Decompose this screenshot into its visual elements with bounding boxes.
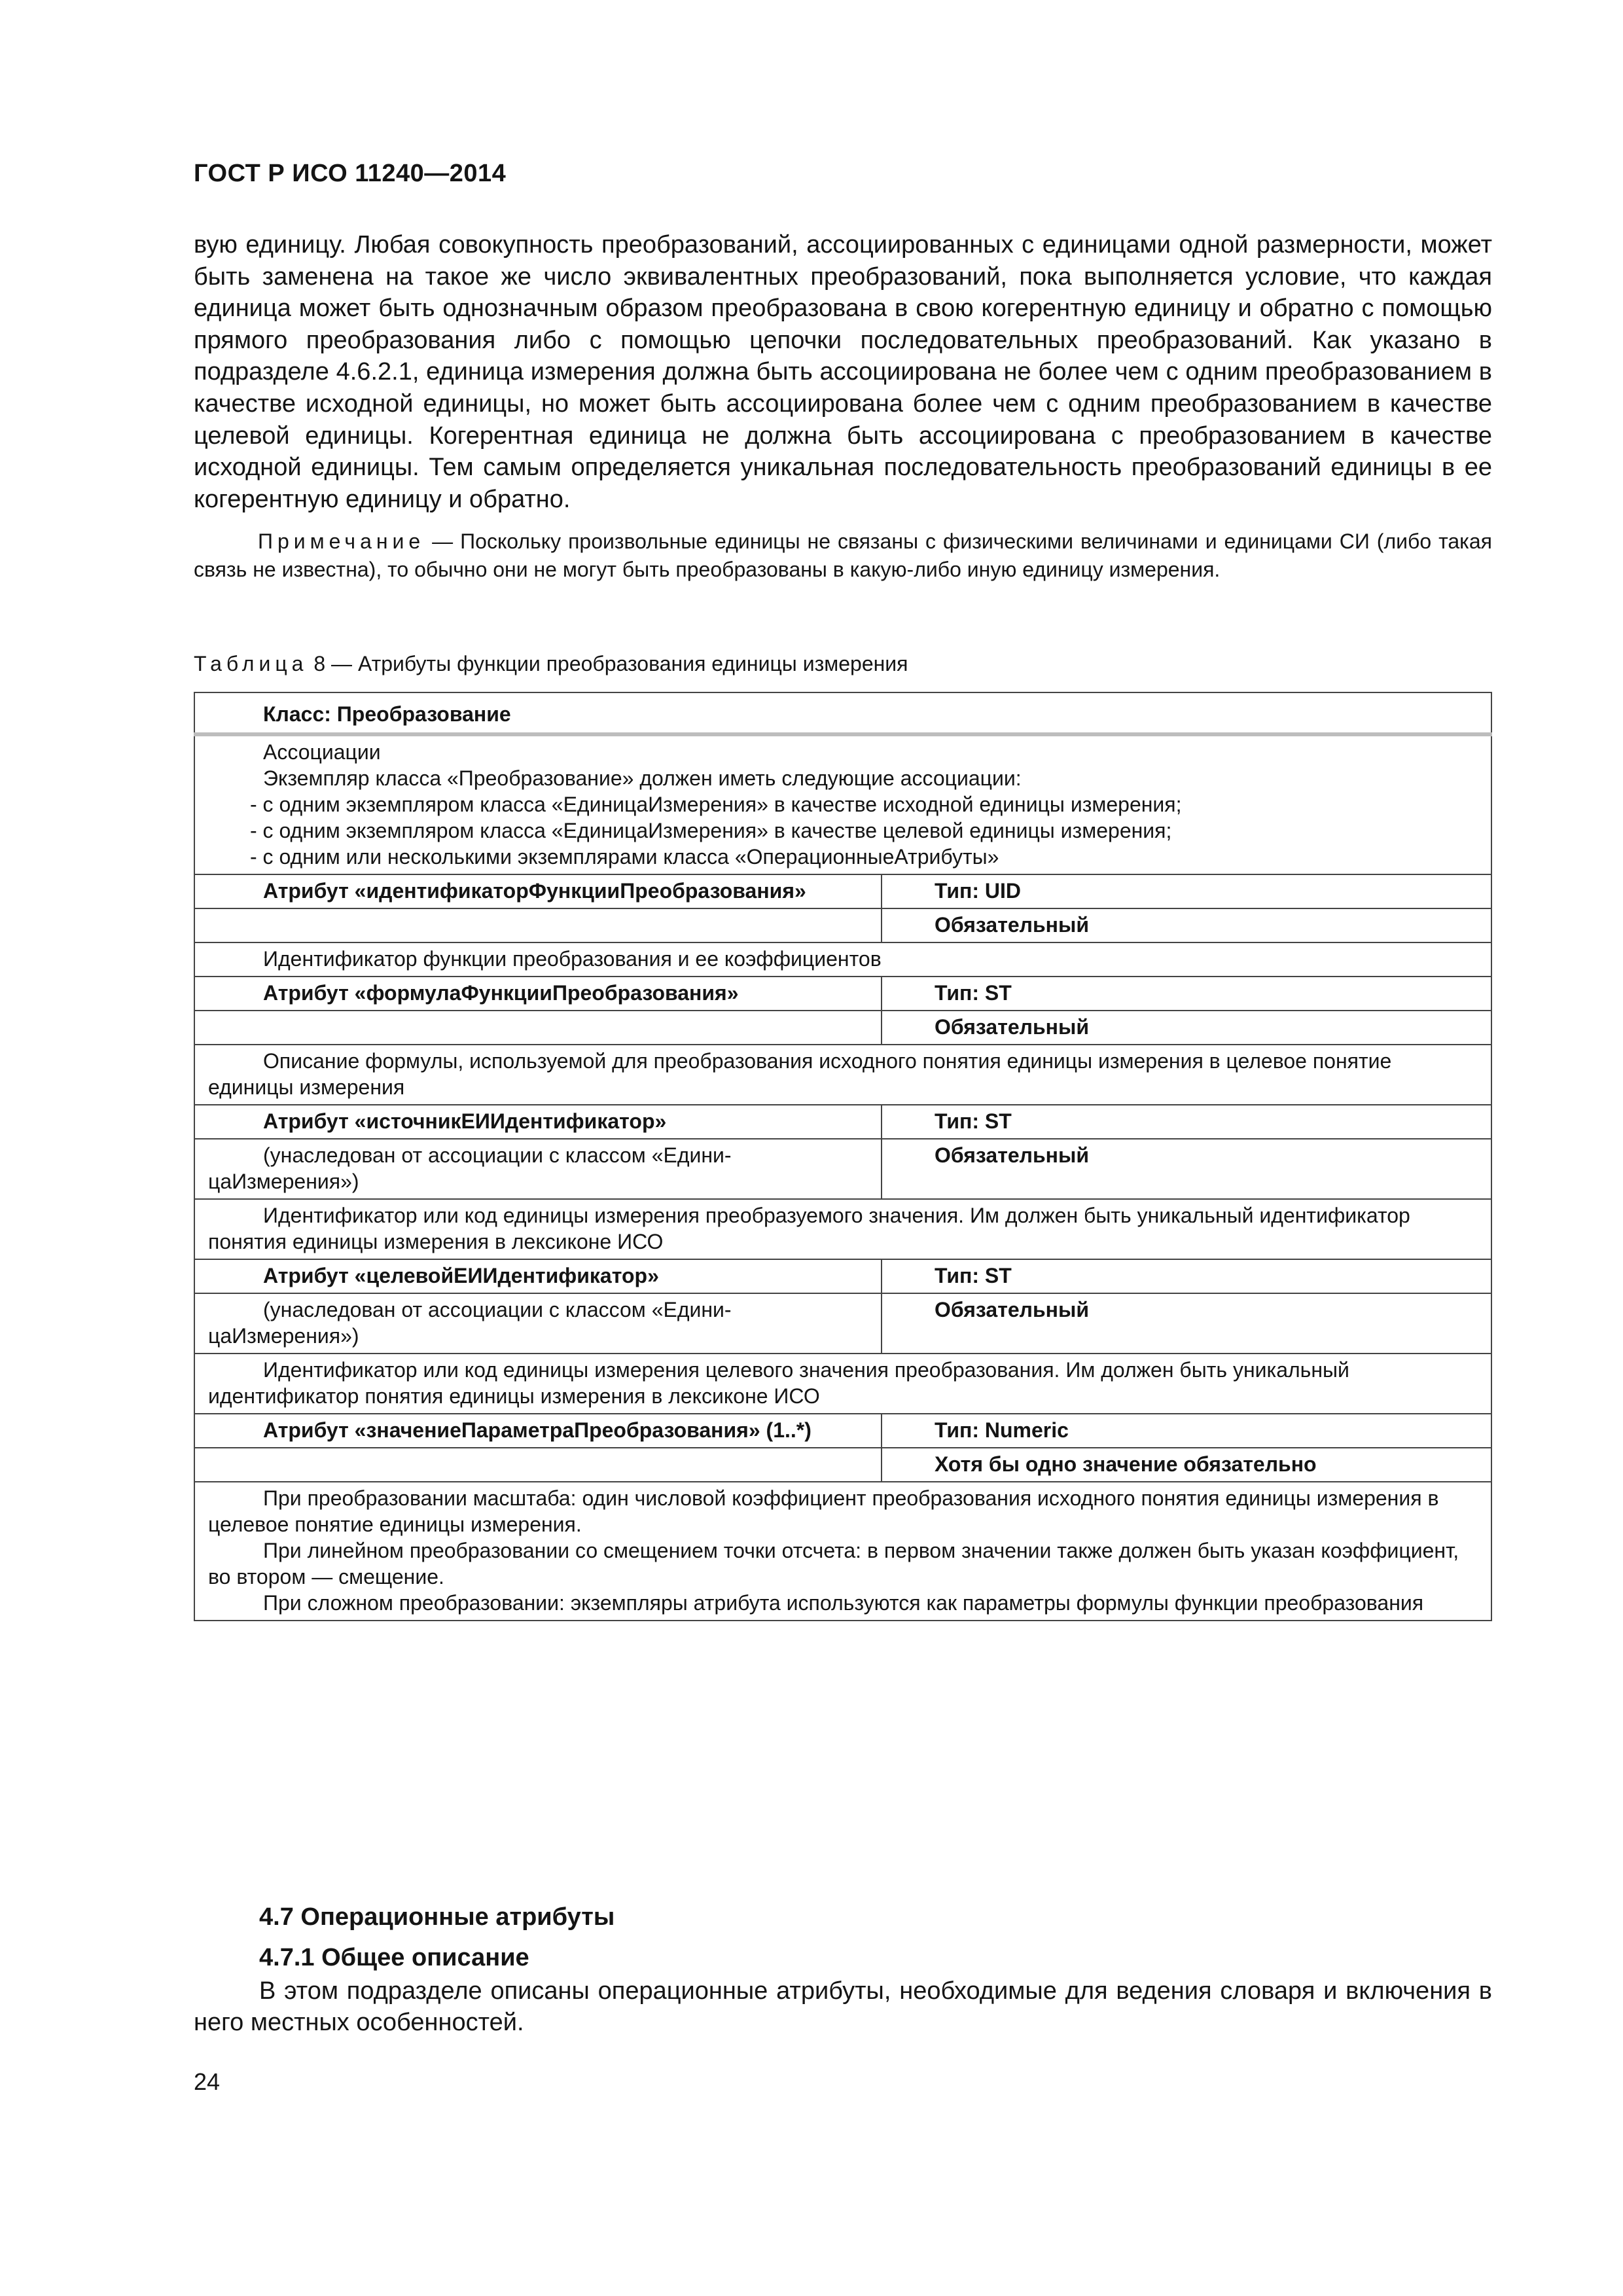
attribute-name-cell	[194, 1414, 882, 1448]
class-cell	[194, 692, 1491, 734]
attribute-obligation: Обязательный	[935, 1298, 1089, 1321]
attribute-obligation-row	[194, 1011, 1491, 1045]
attribute-description: Идентификатор или код единицы измерения преобразуемого значения. Им должен быть уникальный идентификатор понятия единицы измерения в лексиконе ИСО	[208, 1204, 1410, 1253]
attribute-obligation-cell	[882, 1139, 1491, 1199]
attribute-inherited-cell	[194, 1139, 882, 1199]
attribute-name: Атрибут «целевойЕИИдентификатор»	[263, 1264, 659, 1287]
attribute-description-row	[194, 1199, 1491, 1259]
attribute-description: Описание формулы, используемой для преобразования исходного понятия единицы измерения в целевое понятие единицы измерения	[208, 1049, 1392, 1099]
attribute-type-cell	[882, 1414, 1491, 1448]
attribute-name-cell	[194, 977, 882, 1011]
associations-intro: Экземпляр класса «Преобразование» должен иметь следующие ассоциации:	[263, 766, 1022, 790]
attribute-description-cell	[194, 942, 1491, 977]
associations-title: Ассоциации	[263, 740, 381, 764]
subsection-heading: 4.7.1 Общее описание	[259, 1944, 529, 1971]
attribute-name: Атрибут «идентификаторФункцииПреобразования»	[263, 879, 806, 903]
attribute-obligation: Обязательный	[935, 1143, 1089, 1167]
associations-list	[208, 791, 1478, 870]
attribute-inherited: (унаследован от ассоциации с классом «ЕдиницаИзмерения»)	[208, 1298, 732, 1348]
attribute-inherited	[208, 912, 868, 938]
attribute-row	[194, 874, 1491, 908]
attribute-type-cell	[882, 874, 1491, 908]
attribute-name-cell	[194, 1259, 882, 1293]
attribute-obligation-cell	[882, 908, 1491, 942]
table-caption	[194, 652, 908, 676]
attribute-type: Тип: ST	[935, 981, 1012, 1005]
note-label: Примечание	[258, 529, 425, 553]
note-text: — Поскольку произвольные единицы не связаны с физическими величинами и единицами СИ (либо такая связь не известна), то обычно они не могут быть преобразованы в какую-либо иную единицу измерения.	[194, 529, 1492, 581]
attribute-row	[194, 977, 1491, 1011]
attribute-row	[194, 1259, 1491, 1293]
attribute-description-cell	[194, 1045, 1491, 1105]
attribute-obligation-cell	[882, 1293, 1491, 1354]
class-row	[194, 692, 1491, 734]
attribute-type-cell	[882, 1259, 1491, 1293]
table-caption-label: Таблица	[194, 652, 308, 675]
attribute-inherited-cell	[194, 908, 882, 942]
table-caption-text: 8 — Атрибуты функции преобразования единицы измерения	[308, 652, 908, 675]
intro-paragraph: вую единицу. Любая совокупность преобразований, ассоциированных с единицами одной размерности, может быть заменена на такое же число эквивалентных преобразований, пока выполняется условие, что каждая единица может быть однозначным образом преобразована в свою когерентную единицу и обратно с помощью прямого преобразования либо с помощью цепочки последовательных преобразований. Как указано в подразделе 4.6.2.1, единица измерения должна быть ассоциирована не более чем с одним преобразованием в качестве исходной единицы, но может быть ассоциирована более чем с одним преобразованием в качестве целевой единицы. Когерентная единица не должна быть ассоциирована с преобразованием в качестве исходной единицы. Тем самым определяется уникальная последовательность преобразований единицы в ее когерентную единицу и обратно.	[194, 231, 1492, 513]
attribute-description: Идентификатор функции преобразования и ее коэффициентов	[263, 947, 882, 971]
attribute-inherited: (унаследован от ассоциации с классом «ЕдиницаИзмерения»)	[208, 1143, 732, 1193]
attribute-description-row	[194, 1045, 1491, 1105]
attribute-type-cell	[882, 1105, 1491, 1139]
association-item: - с одним экземпляром класса «ЕдиницаИзмерения» в качестве исходной единицы измерения;	[250, 791, 1478, 817]
section-paragraph: В этом подразделе описаны операционные атрибуты, необходимые для ведения словаря и включения в него местных особенностей.	[194, 1977, 1492, 2036]
attribute-row	[194, 1414, 1491, 1448]
attribute-name: Атрибут «формулаФункцииПреобразования»	[263, 981, 739, 1005]
attribute-obligation-cell	[882, 1448, 1491, 1482]
attribute-type-cell	[882, 977, 1491, 1011]
attribute-type: Тип: ST	[935, 1109, 1012, 1133]
attribute-obligation-row	[194, 908, 1491, 942]
association-item: - с одним экземпляром класса «ЕдиницаИзмерения» в качестве целевой единицы измерения;	[250, 817, 1478, 844]
attribute-description: При линейном преобразовании со смещением точки отсчета: в первом значении также должен быть указан коэффициент, во втором — смещение.	[208, 1539, 1459, 1588]
attribute-description: Идентификатор или код единицы измерения целевого значения преобразования. Им должен быть уникальный идентификатор понятия единицы измерения в лексиконе ИСО	[208, 1358, 1349, 1408]
section-heading: 4.7 Операционные атрибуты	[259, 1903, 615, 1931]
attribute-name: Атрибут «источникЕИИдентификатор»	[263, 1109, 667, 1133]
attribute-obligation-cell	[882, 1011, 1491, 1045]
attribute-name: Атрибут «значениеПараметраПреобразования» (1..*)	[263, 1418, 812, 1442]
associations-row	[194, 734, 1491, 874]
attributes-table	[194, 692, 1492, 1621]
attribute-inherited-cell	[194, 1293, 882, 1354]
attribute-obligation: Хотя бы одно значение обязательно	[935, 1452, 1317, 1476]
attribute-obligation: Обязательный	[935, 1015, 1089, 1039]
attribute-type: Тип: Numeric	[935, 1418, 1069, 1442]
attribute-obligation: Обязательный	[935, 913, 1089, 937]
attribute-description: При преобразовании масштаба: один числовой коэффициент преобразования исходного понятия единицы измерения в целевое понятие единицы измерения.	[208, 1486, 1439, 1536]
attribute-description: При сложном преобразовании: экземпляры атрибута используются как параметры формулы функции преобразования	[263, 1591, 1424, 1615]
attribute-description-row	[194, 942, 1491, 977]
attribute-inherited	[208, 1014, 868, 1040]
attribute-row	[194, 1105, 1491, 1139]
attribute-description-cell	[194, 1482, 1491, 1621]
page-number: 24	[194, 2068, 221, 2095]
attribute-obligation-row	[194, 1448, 1491, 1482]
attribute-inherited-cell	[194, 1448, 882, 1482]
note-paragraph	[194, 528, 1492, 584]
attribute-type: Тип: UID	[935, 879, 1021, 903]
attribute-description-cell	[194, 1354, 1491, 1414]
document-header: ГОСТ Р ИСО 11240—2014	[194, 160, 507, 187]
association-item: - с одним или несколькими экземплярами класса «ОперационныеАтрибуты»	[250, 844, 1478, 870]
attribute-inherited-cell	[194, 1011, 882, 1045]
attribute-description-cell	[194, 1199, 1491, 1259]
attribute-type: Тип: ST	[935, 1264, 1012, 1287]
attribute-description-row	[194, 1354, 1491, 1414]
class-title: Класс: Преобразование	[263, 702, 511, 726]
attribute-name-cell	[194, 874, 882, 908]
associations-cell	[194, 734, 1491, 874]
attribute-inherited	[208, 1451, 868, 1477]
attribute-description-row	[194, 1482, 1491, 1621]
attribute-name-cell	[194, 1105, 882, 1139]
attribute-obligation-row	[194, 1139, 1491, 1199]
attribute-obligation-row	[194, 1293, 1491, 1354]
